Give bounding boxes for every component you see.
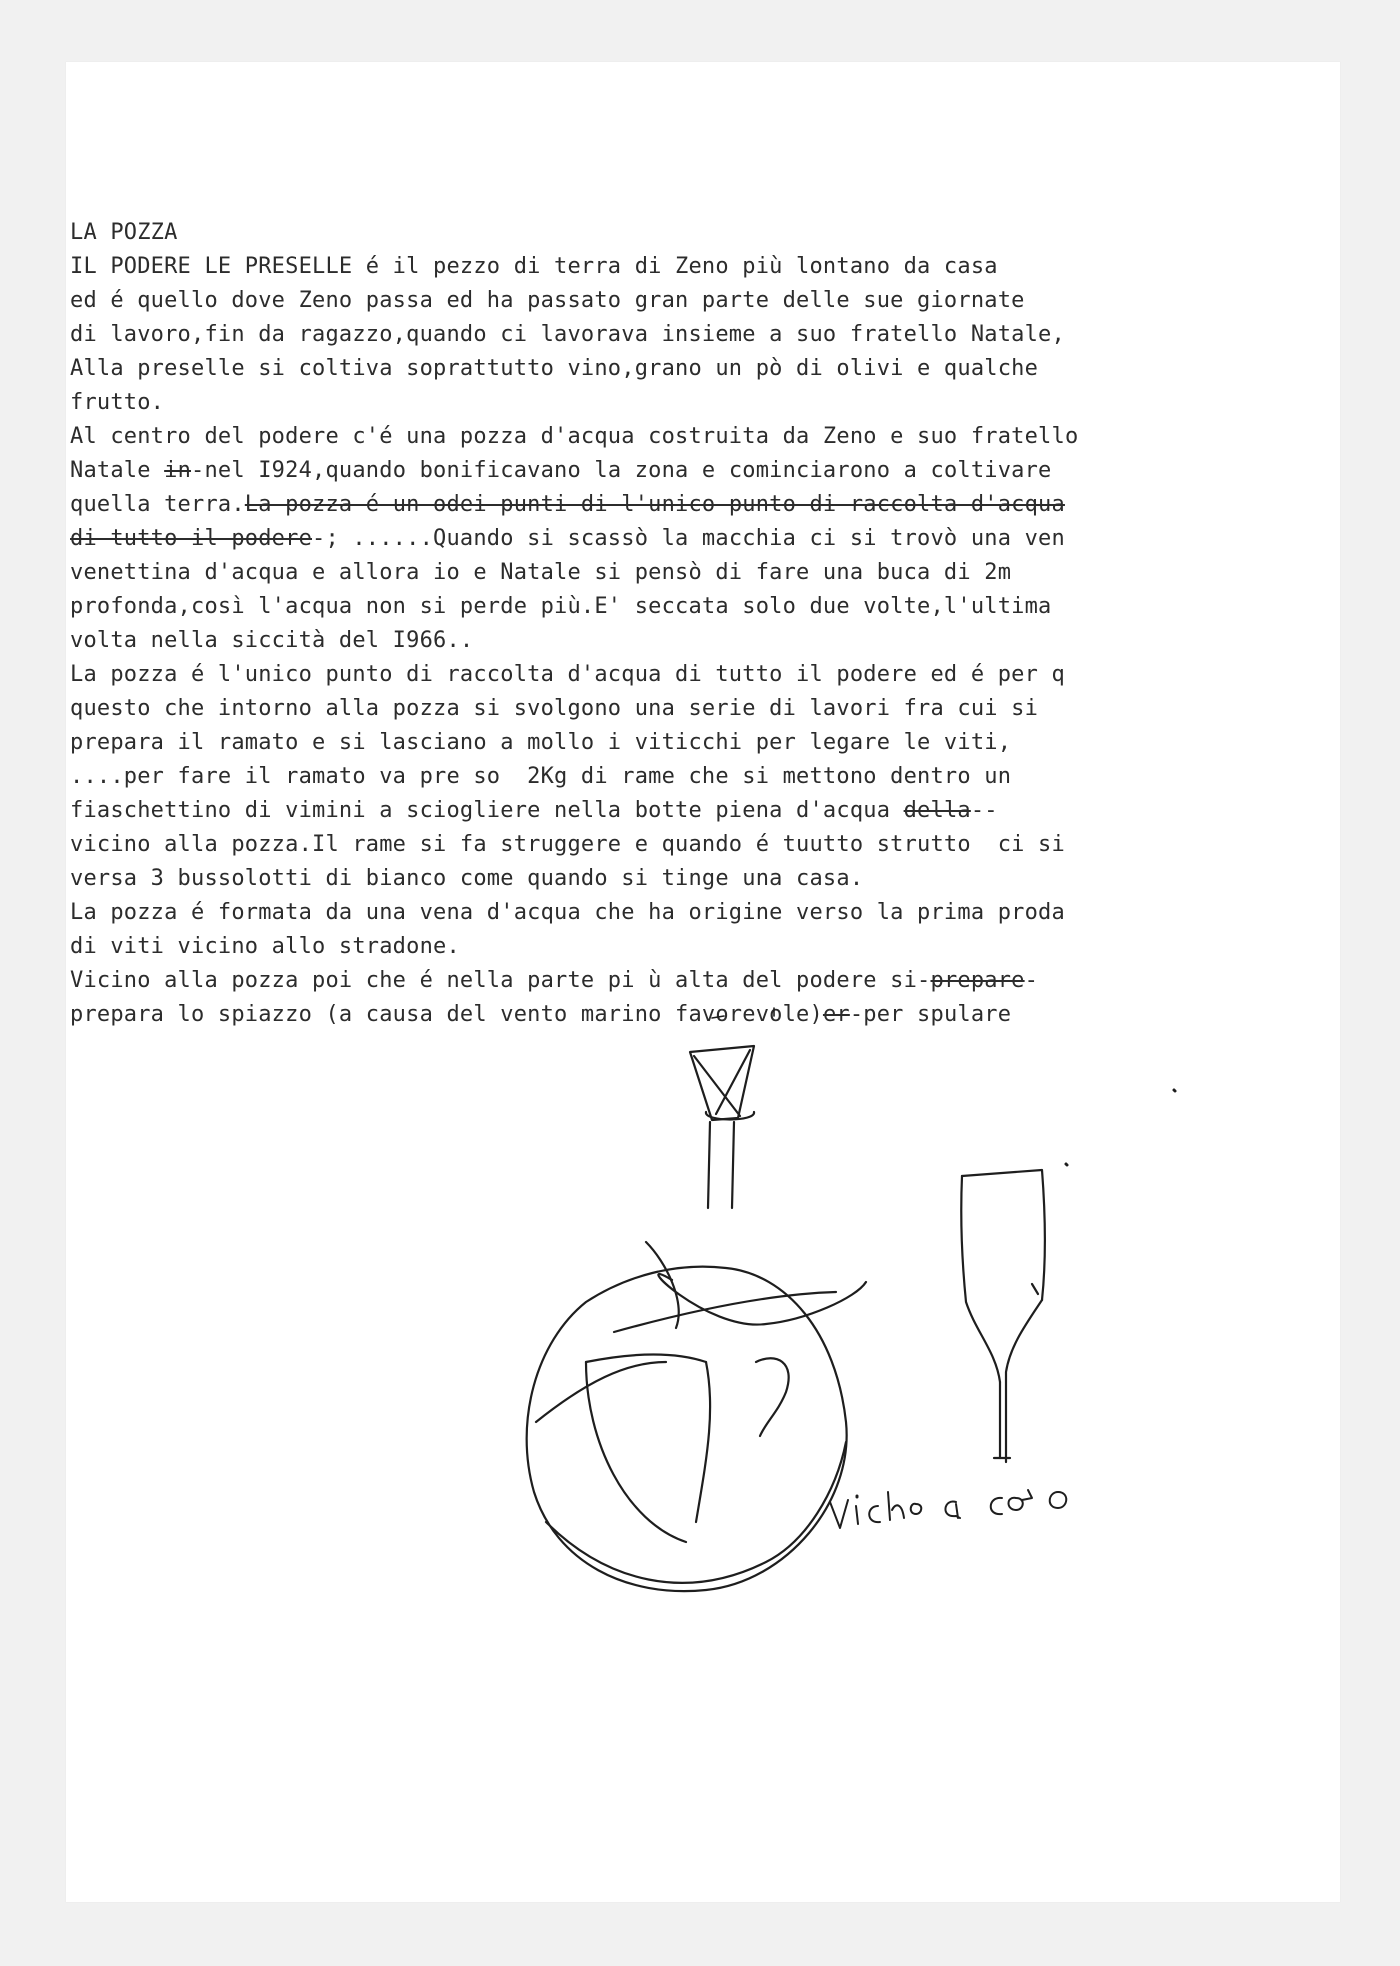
text-line [70, 930, 1310, 964]
text-line [70, 420, 1310, 454]
handwritten-caption [826, 1462, 1186, 1552]
text-line [70, 896, 1310, 930]
text-line [70, 250, 1310, 284]
text-line [70, 454, 1310, 488]
text-line [70, 726, 1310, 760]
flask-sketch [527, 1242, 866, 1591]
text-segment: profonda,così l'acqua non si perde più.E' seccata solo due volte,l'ultima [70, 594, 1052, 619]
text-segment: Al centro del podere c'é una pozza d'acqua costruita da Zeno e suo fratello [70, 424, 1079, 449]
text-segment: di viti vicino allo stradone. [70, 934, 460, 959]
text-line [70, 590, 1310, 624]
text-line [70, 862, 1310, 896]
text-line [70, 488, 1310, 522]
text-segment: prepara il ramato e si lasciano a mollo i viticchi per legare le viti, [70, 730, 1012, 755]
struck-text: er [822, 1002, 850, 1027]
struck-text: prepare [930, 968, 1025, 993]
text-segment: -- [970, 798, 998, 823]
text-segment: La pozza é l'unico punto di raccolta d'acqua di tutto il podere ed é per q [70, 662, 1065, 687]
ink-dot [1066, 1164, 1067, 1165]
text-segment: Natale [70, 458, 165, 483]
typewritten-text [70, 216, 1310, 1032]
text-segment: ed é quello dove Zeno passa ed ha passato gran parte delle sue giornate [70, 288, 1025, 313]
text-line [70, 964, 1310, 998]
text-segment: quella terra. [70, 492, 245, 517]
text-segment: volta nella siccità del I966.. [70, 628, 474, 653]
text-line [70, 828, 1310, 862]
text-line [70, 386, 1310, 420]
text-segment: fiaschettino di vimini a sciogliere nella botte piena d'acqua [70, 798, 904, 823]
struck-text: in [164, 458, 192, 483]
text-segment: frutto. [70, 390, 165, 415]
text-line [70, 318, 1310, 352]
text-segment: IL PODERE LE PRESELLE é il pezzo di terra di Zeno più lontano da casa [70, 254, 998, 279]
text-segment: Vicino alla pozza poi che é nella parte pi ù alta del podere si- [70, 968, 931, 993]
paper-sheet [66, 62, 1340, 1902]
text-segment: di lavoro,fin da ragazzo,quando ci lavorava insieme a suo fratello Natale, [70, 322, 1065, 347]
text-line [70, 998, 1310, 1032]
text-segment: -; ......Quando si scassò la macchia ci si trovò una ven [312, 526, 1065, 551]
text-line [70, 556, 1310, 590]
struck-text: La pozza é un odei punti di l'unico punto di raccolta d'acqua [244, 492, 1065, 517]
text-line [70, 760, 1310, 794]
text-segment: questo che intorno alla pozza si svolgono una serie di lavori fra cui si [70, 696, 1039, 721]
text-segment: prepara lo spiazzo (a causa del vento marino favorevole) [70, 1002, 823, 1027]
text-segment: venettina d'acqua e allora io e Natale si pensò di fare una buca di 2m [70, 560, 1012, 585]
text-segment: - [1024, 968, 1039, 993]
text-line [70, 794, 1310, 828]
struck-text: della [903, 798, 971, 823]
text-line [70, 522, 1310, 556]
text-line [70, 624, 1310, 658]
text-line [70, 658, 1310, 692]
text-line [70, 284, 1310, 318]
text-segment: -per spulare [849, 1002, 1012, 1027]
text-line [70, 692, 1310, 726]
text-segment: LA POZZA [70, 220, 178, 245]
struck-text: di tutto il podere [70, 526, 313, 551]
text-segment: vicino alla pozza.Il rame si fa struggere e quando é tuutto strutto ci si [70, 832, 1065, 857]
text-segment: La pozza é formata da una vena d'acqua che ha origine verso la prima proda [70, 900, 1065, 925]
ink-dot [1174, 1090, 1175, 1091]
text-segment: Alla preselle si coltiva soprattutto vino,grano un pò di olivi e qualche [70, 356, 1039, 381]
text-line [70, 352, 1310, 386]
glass-sketch [961, 1170, 1045, 1462]
text-segment: ....per fare il ramato va pre so 2Kg di rame che si mettono dentro un [70, 764, 1012, 789]
text-line [70, 216, 1310, 250]
text-segment: -nel I924,quando bonificavano la zona e cominciarono a coltivare [191, 458, 1052, 483]
text-segment: versa 3 bussolotti di bianco come quando si tinge una casa. [70, 866, 864, 891]
bottle-sketch [690, 1046, 754, 1208]
